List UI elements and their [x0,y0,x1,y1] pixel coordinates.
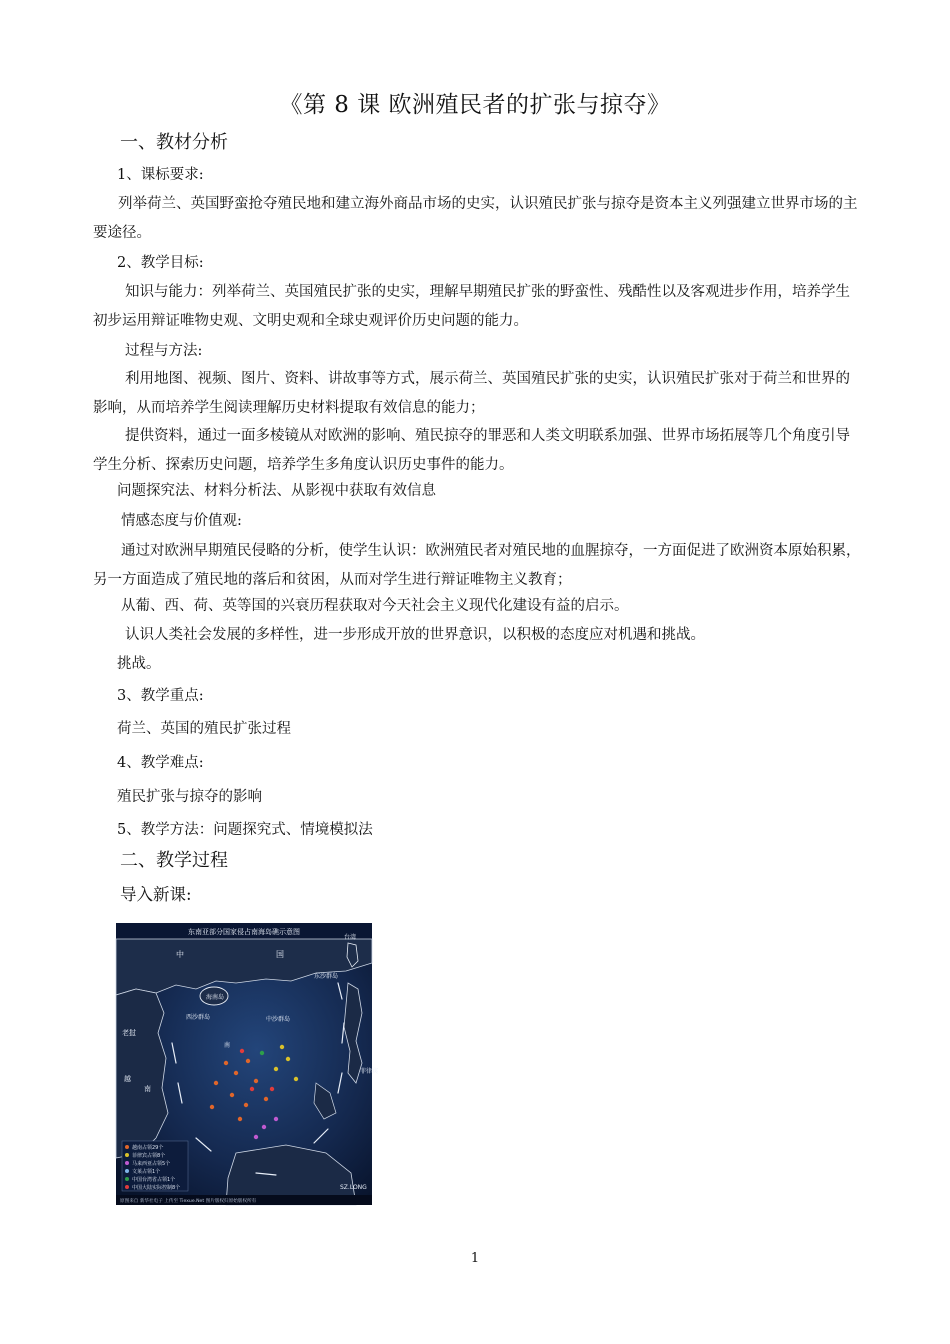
map-legend [122,1141,188,1191]
process-paragraph-1: 利用地图、视频、图片、资料、讲故事等方式，展示荷兰、英国殖民扩张的史实，认识殖民扩张对于荷兰和世界的影响，从而培养学生阅读理解历史材料提取有效信息的能力； [93,371,850,416]
map-label-nansha: 南 [224,1042,231,1049]
knowledge-ability-text: 知识与能力：列举荷兰、英国殖民扩张的史实，理解早期殖民扩张的野蛮性、残酷性以及客观进步作用，培养学生初步运用辩证唯物史观、文明史观和全球史观评价历史问题的能力。 [93,284,850,329]
legend-entry-2: 菲律宾占领8个 [132,1153,166,1159]
page-title: 《第 8 课 欧洲殖民者的扩张与掠夺》 [279,92,671,118]
curriculum-text: 列举荷兰、英国野蛮抢夺殖民地和建立海外商品市场的史实，认识殖民扩张与掠夺是资本主义列强建立世界市场的主要途径。 [93,196,858,241]
map-label-china-2: 国 [276,950,284,959]
legend-entry-5: 中国台湾省占领1个 [132,1177,176,1183]
emotion-paragraph-1: 通过对欧洲早期殖民侵略的分析，使学生认识：欧洲殖民者对殖民地的血腥掠夺，一方面促进了欧洲资本原始积累，另一方面造成了殖民地的落后和贫困，从而对学生进行辩证唯物主义教育； [93,543,861,588]
map-label-vietnam-1: 越 [124,1075,131,1083]
map-footer-credit: 原图来自 新华社电子 上传至 Tiexue.Net 图片版权归原始版权所有 [120,1199,257,1204]
map-label-laos: 老挝 [122,1029,136,1037]
map-label-hainan: 海南岛 [206,994,225,1001]
legend-entry-3: 马来西亚占领5个 [132,1161,171,1167]
intro-label: 导入新课: [120,885,192,904]
legend-entry-1: 越南占领29个 [132,1145,164,1151]
process-method-label: 过程与方法: [125,343,203,359]
map-label-dongsha: 东沙群岛 [314,973,339,980]
page-number: 1 [470,1251,480,1266]
difficulty-label: 4、教学难点: [117,755,204,771]
map-label-china-1: 中 [176,950,184,959]
legend-entry-6: 中国大陆实际控制8个 [132,1185,181,1191]
difficulty-text: 殖民扩张与掠夺的影响 [117,789,262,805]
emotion-paragraph-4: 挑战。 [117,656,161,672]
map-brand-mark: SZ.LONG [340,1184,367,1191]
process-paragraph-2: 提供资料，通过一面多棱镜从对欧洲的影响、殖民掠夺的罪恶和人类文明联系加强、世界市场拓展等几个角度引导学生分析、探索历史问题，培养学生多角度认识历史事件的能力。 [93,428,850,473]
methods-line: 问题探究法、材料分析法、从影视中获取有效信息 [117,483,436,499]
map-title: 东南亚部分国家侵占南海岛礁示意图 [188,928,300,936]
key-points-label: 3、教学重点: [117,688,204,704]
teaching-method-line: 5、教学方法：问题探究式、情境模拟法 [117,822,373,838]
map-label-philippines: 菲律宾 [360,1068,379,1075]
section2-heading: 二、教学过程 [120,850,228,871]
emotion-paragraph-2: 从葡、西、荷、英等国的兴衰历程获取对今天社会主义现代化建设有益的启示。 [121,598,629,614]
legend-entry-4: 文莱占领1个 [132,1169,161,1175]
emotion-label: 情感态度与价值观: [121,513,242,529]
map-label-taiwan: 台湾 [344,934,357,941]
key-points-text: 荷兰、英国的殖民扩张过程 [117,721,291,737]
emotion-paragraph-3: 认识人类社会发展的多样性，进一步形成开放的世界意识，以积极的态度应对机遇和挑战。 [125,627,705,643]
objectives-label: 2、教学目标: [117,255,204,271]
map-label-zhongsha: 中沙群岛 [266,1016,291,1023]
map-label-xisha: 西沙群岛 [186,1014,211,1021]
section1-heading: 一、教材分析 [120,132,228,153]
curriculum-label: 1、课标要求: [117,167,204,183]
south-china-sea-map [116,923,379,1205]
map-label-vietnam-2: 南 [144,1085,151,1093]
